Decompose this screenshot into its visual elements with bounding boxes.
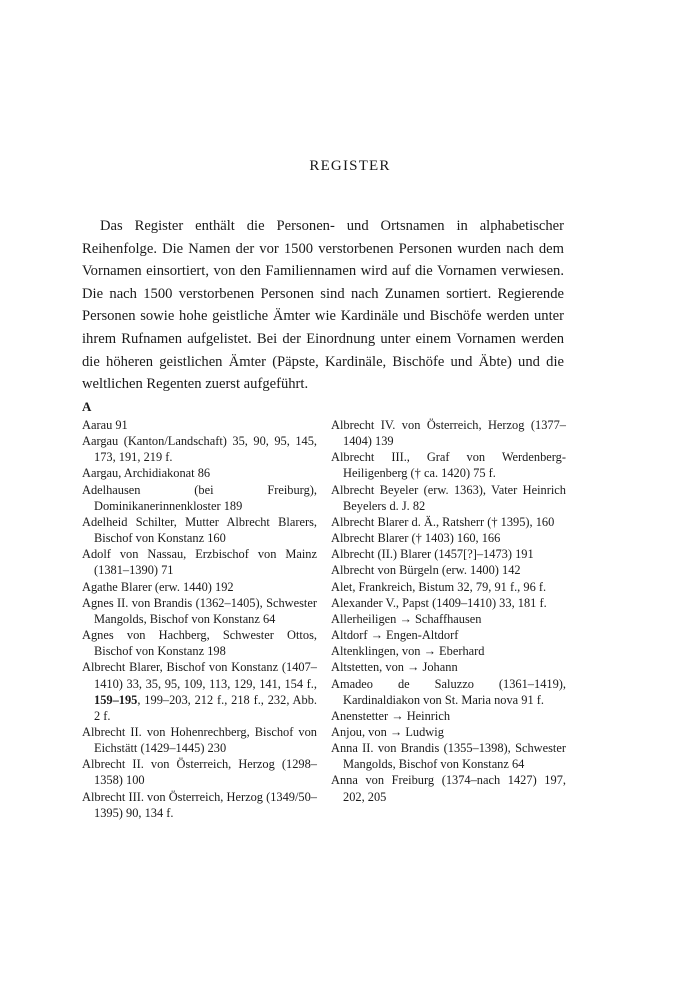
register-entry: Anna von Freiburg (1374–nach 1427) 197, 202, 205 (331, 773, 566, 804)
register-entry: Albrecht Blarer († 1403) 160, 166 (331, 531, 501, 546)
register-entry: Allerheiligen → Schaffhausen (331, 611, 482, 626)
register-entry: Altdorf → Engen-Altdorf (331, 628, 459, 643)
section-letter: A (82, 399, 92, 414)
entry-text-after: , 199–203, 212 f., 218 f., 232, Abb. 2 f. (94, 692, 317, 723)
register-entry: Alet, Frankreich, Bistum 32, 79, 91 f., 96 f. (331, 579, 547, 594)
register-entry: Alexander V., Papst (1409–1410) 33, 181 f. (331, 595, 547, 610)
entry-text-before: Albrecht Blarer, Bischof von Konstanz (1407–1410) 33, 35, 95, 109, 113, 129, 141, 154 f., (82, 660, 317, 691)
register-entry: Albrecht II. von Österreich, Herzog (1298–1358) 100 (82, 757, 317, 788)
intro-paragraph: Das Register enthält die Personen- und Ortsnamen in alphabetischer Reihenfolge. Die Namen der vor 1500 verstorbenen Personen wurden nach dem Vornamen einsortiert, von den Familiennamen wird auf die Vornamen verwiesen. Die nach 1500 verstorbenen Personen sind nach Zunamen sortiert. Regierende Personen sowie hohe geistliche Ämter wie Kardinäle und Bischöfe werden unter ihrem Rufnamen aufgelistet. Bei der Einordnung unter einem Vornamen werden die höheren geistlichen Ämter (Päpste, Kardinäle, Bischöfe und Äbte) und die weltlichen Regenten zuerst aufgeführt. (82, 218, 564, 393)
register-entry: Agnes von Hachberg, Schwester Ottos, Bischof von Konstanz 198 (82, 628, 317, 659)
register-entry: Albrecht III. von Österreich, Herzog (1349/50–1395) 90, 134 f. (82, 789, 317, 820)
register-entry: Anna II. von Brandis (1355–1398), Schwester Mangolds, Bischof von Konstanz 64 (331, 741, 566, 772)
register-entry: Anjou, von → Ludwig (331, 724, 444, 739)
register-entry: Albrecht III., Graf von Werdenberg-Heiligenberg († ca. 1420) 75 f. (331, 450, 566, 481)
entry-main-pages: 159–195 (94, 692, 138, 707)
register-entry: Adolf von Nassau, Erzbischof von Mainz (1381–1390) 71 (82, 547, 317, 578)
register-entry: Adelheid Schilter, Mutter Albrecht Blarers, Bischof von Konstanz 160 (82, 514, 317, 546)
register-entry: Altenklingen, von → Eberhard (331, 644, 485, 659)
register-entry: Agnes II. von Brandis (1362–1405), Schwester Mangolds, Bischof von Konstanz 64 (82, 595, 317, 626)
register-column-right (331, 417, 566, 805)
register-entry: Aargau, Archidiakonat 86 (82, 466, 211, 481)
register-entry-albrecht-blarer (82, 659, 317, 724)
register-entry: Adelhausen (bei Freiburg), Dominikanerinnenkloster 189 (82, 482, 317, 513)
register-entry: Albrecht II. von Hohenrechberg, Bischof von Eichstätt (1429–1445) 230 (82, 724, 317, 756)
register-entry: Altstetten, von → Johann (331, 660, 458, 675)
register-entry: Aargau (Kanton/Landschaft) 35, 90, 95, 145, 173, 191, 219 f. (82, 434, 317, 465)
page-title: REGISTER (309, 158, 391, 174)
register-entry: Albrecht von Bürgeln (erw. 1400) 142 (331, 563, 521, 578)
register-entry: Aarau 91 (82, 418, 128, 432)
register-entry: Agathe Blarer (erw. 1440) 192 (82, 579, 234, 594)
register-entry: Albrecht Beyeler (erw. 1363), Vater Heinrich Beyelers d. J. 82 (331, 482, 566, 513)
register-entry: Albrecht IV. von Österreich, Herzog (1377–1404) 139 (331, 418, 566, 449)
register-entry: Albrecht (II.) Blarer (1457[?]–1473) 191 (331, 547, 534, 562)
register-entry: Albrecht Blarer d. Ä., Ratsherr († 1395), 160 (331, 514, 555, 529)
register-column-left (82, 396, 317, 821)
register-entry: Anenstetter → Heinrich (331, 708, 451, 723)
register-entry: Amadeo de Saluzzo (1361–1419), Kardinaldiakon von St. Maria nova 91 f. (331, 676, 566, 707)
